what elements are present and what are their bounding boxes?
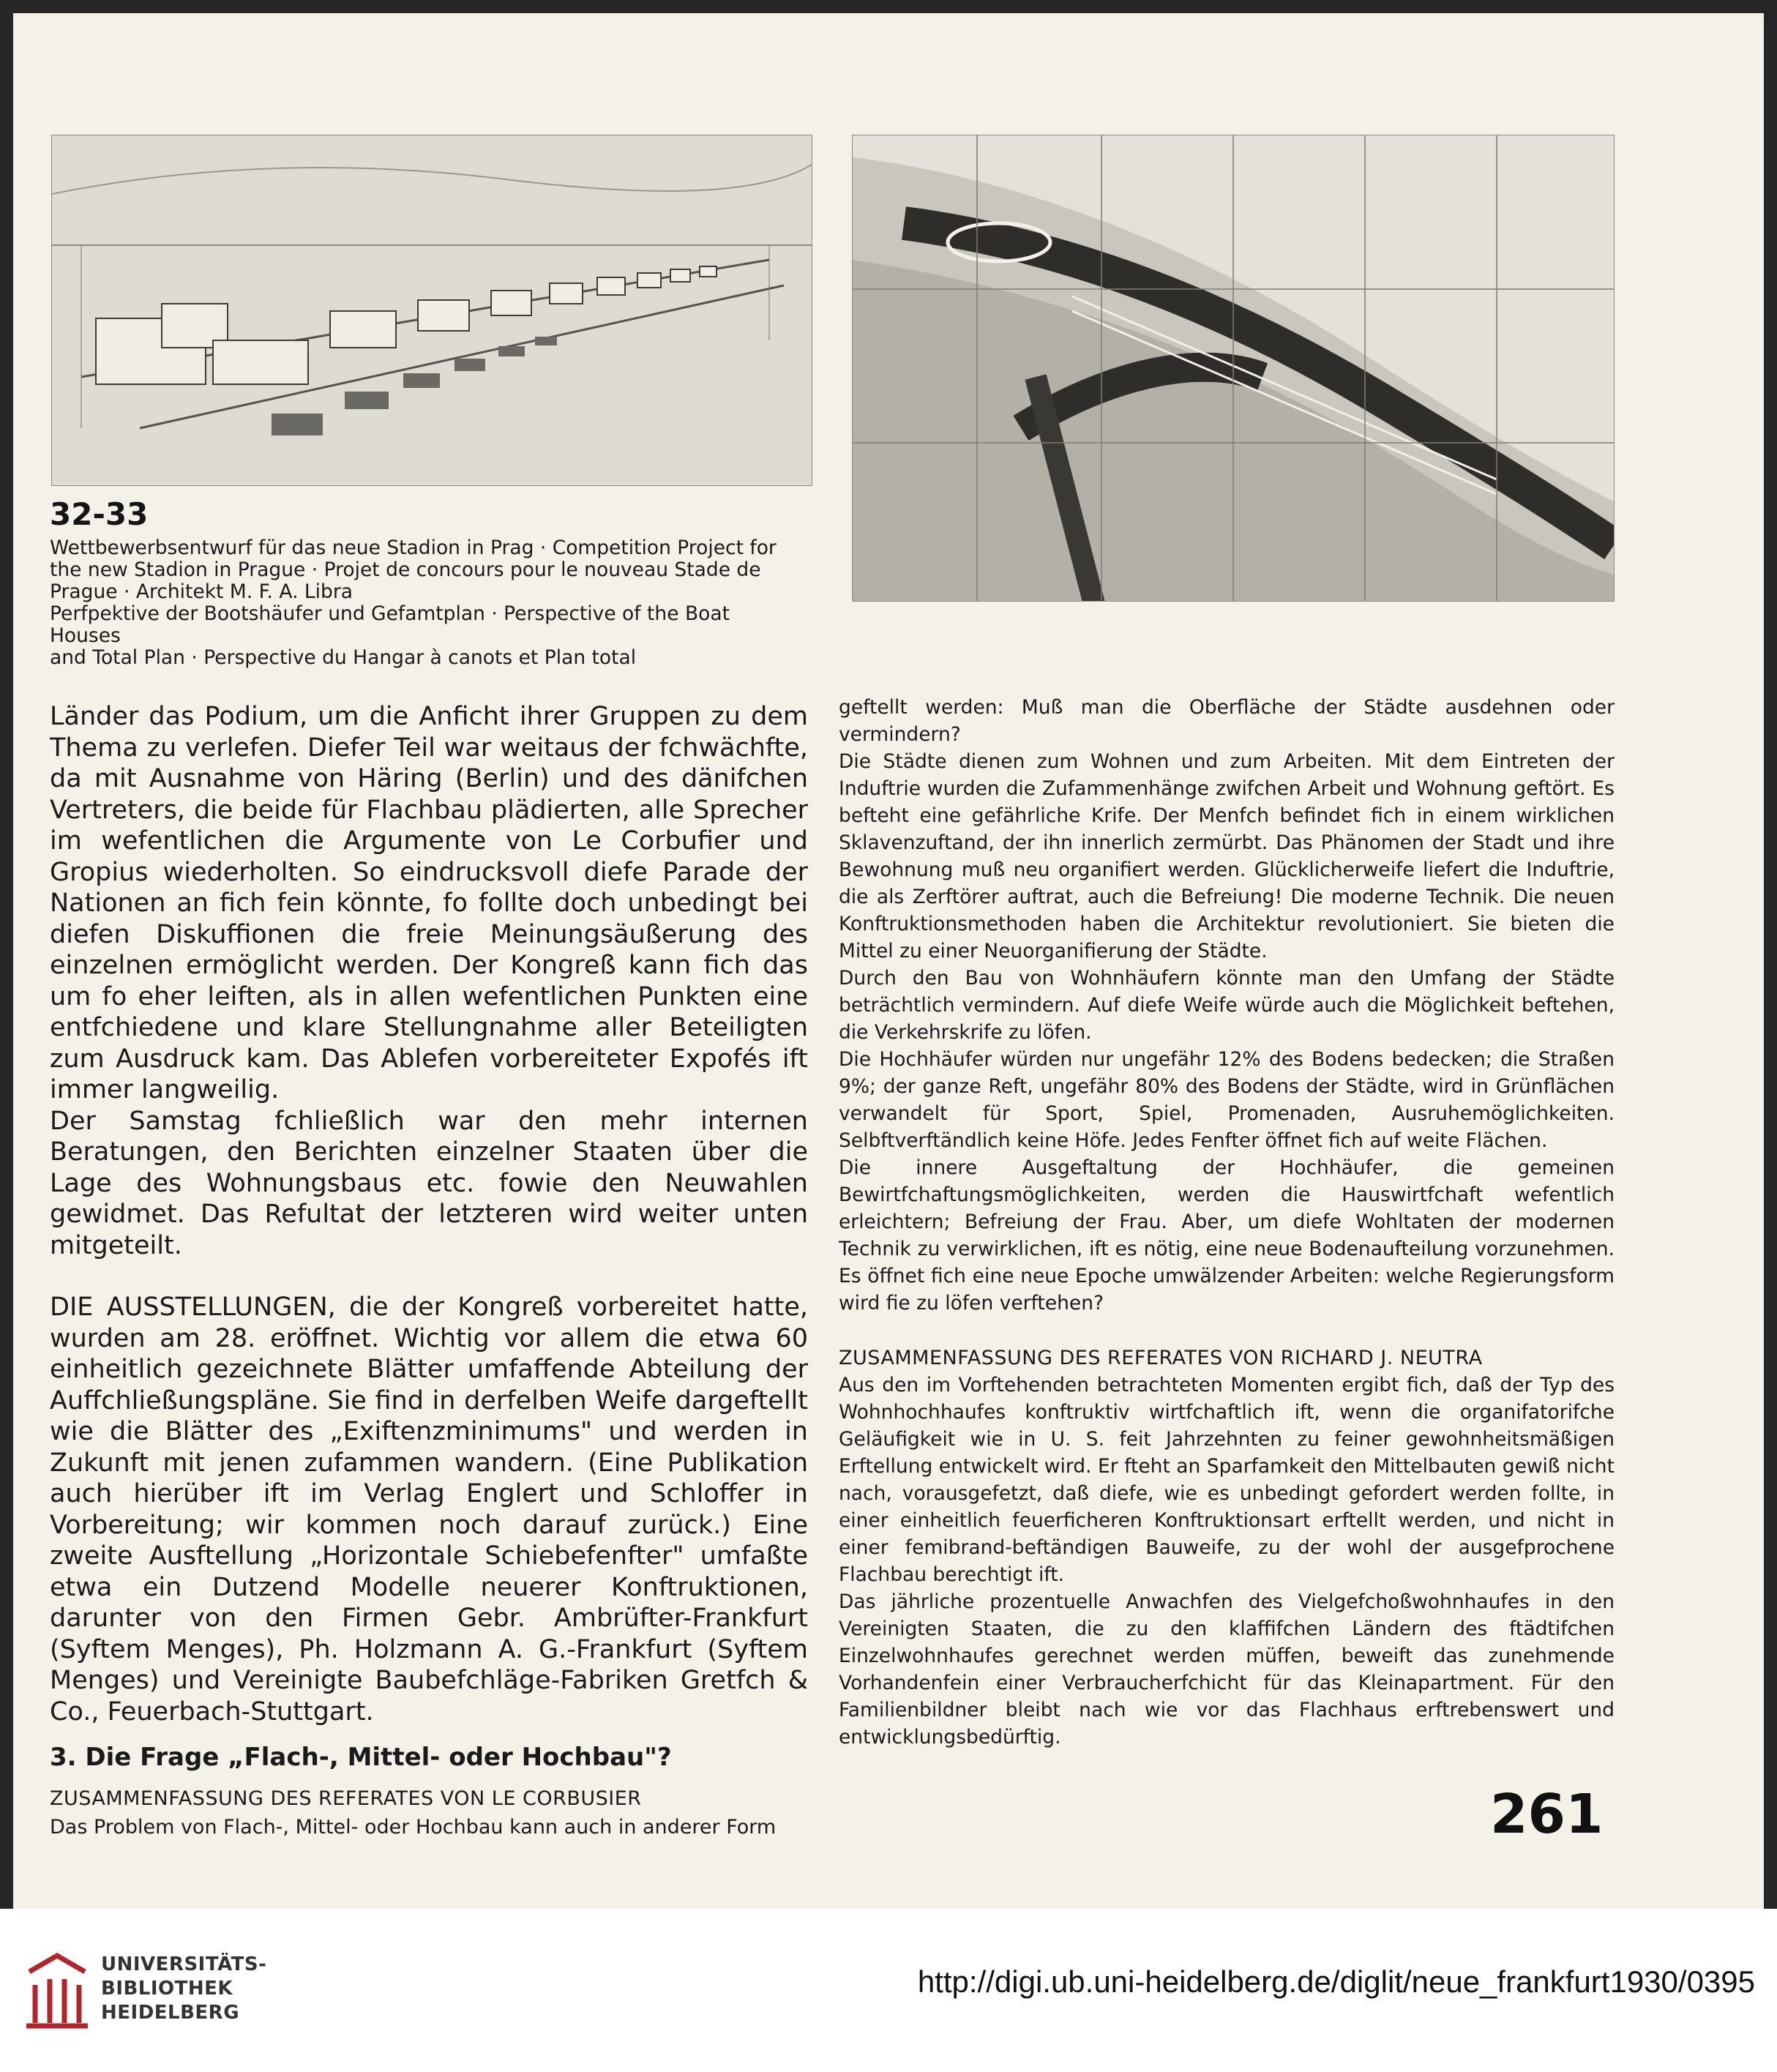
caption-line: Perfpektive der Bootshäufer und Gefamtplan · Perspective of the Boat Houses bbox=[50, 602, 730, 647]
body-paragraph: Das Problem von Flach-, Mittel- oder Hochbau kann auch in anderer Form bbox=[50, 1816, 777, 1839]
library-name-line: UNIVERSITÄTS- bbox=[101, 1953, 267, 1975]
caption-line: and Total Plan · Perspective du Hangar à canots et Plan total bbox=[50, 646, 637, 669]
magazine-page bbox=[13, 13, 1764, 1909]
body-paragraph: Die Städte dienen zum Wohnen und zum Arbeiten. Mit dem Eintreten der Induftrie wurden die Zufammenhänge zwifchen Arbeit und Wohnung geftört. Es befteht eine gefährliche Krife. Der Menfch befindet fich in einem wirklichen Sklavenzuftand, der ihn innerlich zermürbt. Das Phänomen der Stadt und ihre Bewohnung muß neu organifiert werden. Glücklicherweife liefert die Induftrie, die als Zerftörer auftrat, auch die Befreiung! Die moderne Technik. Die neuen Konftruktionsmethoden haben die Architektur revolutioniert. Sie bieten die Mittel zu einer Neuorganifierung der Städte. bbox=[839, 750, 1615, 962]
stadion-perspective-photo bbox=[51, 135, 812, 486]
body-paragraph: Aus den im Vorftehenden betrachteten Momenten ergibt fich, daß der Typ des Wohnhochhaufes konftruktiv wirtfchaftlich ift, wenn die organifatorifche Geläufigkeit wie in U. S. feit Jahrzehnten zu feiner gewohnheitsmäßigen Erftellung entwickelt wird. Er fteht an Sparfamkeit den Mittelbauten gewiß nicht nach, vorausgefetzt, daß diefe, wie es unbedingt gefordert werden follte, in einer einheitlich feuerficheren Konftruktionsart erftellt werden, und nicht in einer femibrand-beftändigen Bauweife, zu der wohl der ausgefprochene Flachbau berechtigt ift. bbox=[839, 1374, 1615, 1586]
digitization-footer bbox=[0, 1909, 1777, 2072]
left-text-column bbox=[50, 701, 808, 1840]
caption-line: Wettbewerbsentwurf für das neue Stadion in Prag · Competition Project for bbox=[50, 536, 777, 559]
body-paragraph: Das jährliche prozentuelle Anwachfen des Vielgefchoßwohnhaufes in den Vereinigten Staaten, die zu den klaffifchen Ländern des ftädtifchen Einzelwohnhaufes gerechnet werden müffen, beweift das zunehmende Vorhandenfein einer Verbraucherfchicht für das Kleinapartment. Für den Familienbildner bleibt nach wie vor das Flachhaus erftrebenswert und entwicklungsbedürftig. bbox=[839, 1590, 1615, 1749]
figure-caption bbox=[50, 537, 804, 669]
library-name bbox=[101, 1953, 266, 2025]
university-library-logo-icon bbox=[20, 1950, 94, 2030]
body-paragraph: geftellt werden: Muß man die Oberfläche der Städte ausdehnen oder vermindern? bbox=[839, 696, 1615, 746]
library-name-line: BIBLIOTHEK bbox=[101, 1978, 233, 2000]
body-paragraph: DIE AUSSTELLUNGEN, die der Kongreß vorbereitet hatte, wurden am 28. eröffnet. Wichtig vor allem die etwa 60 einheitlich gezeichnete Blätter umfaffende Abteilung der Auffchließungspläne. Sie find in derfelben Weife dargeftellt wie die Blätter des „Exiftenzminimums" und werden in Zukunft mit jenen zufammen wandern. (Eine Publikation auch hierüber ift im Verlag Englert und Schloffer in Vorbereitung; wir kommen noch darauf zurück.) Eine zweite Ausftellung „Horizontale Schiebefenfter" umfaßte etwa ein Dutzend Modelle neuerer Konftruktionen, darunter von den Firmen Gebr. Ambrüfter-Frankfurt (Syftem Menges), Ph. Holzmann A. G.-Frankfurt (Syftem Menges) und Vereinigte Baubefchläge-Fabriken Gretfch & Co., Feuerbach-Stuttgart. bbox=[50, 1293, 808, 1727]
body-paragraph: Durch den Bau von Wohnhäufern könnte man den Umfang der Städte beträchtlich vermindern. Auf diefe Weife würde auch die Möglichkeit beftehen, die Verkehrskrife zu löfen. bbox=[839, 967, 1615, 1044]
body-paragraph: Die innere Ausgeftaltung der Hochhäufer, die gemeinen Bewirtfchaftungsmöglichkeiten, werden die Hauswirtfchaft wefentlich erleichtern; Befreiung der Frau. Aber, um diefe Wohltaten der modernen Technik zu verwirklichen, ift es nötig, eine neue Bodenaufteilung vorzunehmen. Es öffnet fich eine neue Epoche umwälzender Arbeiten: welche Regierungsform wird fie zu löfen verftehen? bbox=[839, 1156, 1615, 1314]
figure-number: 32-33 bbox=[50, 496, 149, 532]
body-paragraph: Die Hochhäufer würden nur ungefähr 12% des Bodens bedecken; die Straßen 9%; der ganze Reft, ungefähr 80% des Bodens der Städte, wird in Grünflächen verwandelt für Sport, Spiel, Promenaden, Ausruhemöglichkeiten. Selbftverftändlich keine Höfe. Jedes Fenfter öffnet fich auf weite Flächen. bbox=[839, 1048, 1615, 1152]
caption-line: the new Stadion in Prague · Projet de concours pour le nouveau Stade de bbox=[50, 558, 761, 581]
page-number: 261 bbox=[1490, 1783, 1604, 1846]
sub-heading: ZUSAMMENFASSUNG DES REFERATES VON LE CORBUSIER bbox=[50, 1787, 642, 1810]
caption-line: Prague · Architekt M. F. A. Libra bbox=[50, 580, 353, 603]
source-url[interactable]: http://digi.ub.uni-heidelberg.de/diglit/neue_frankfurt1930/0395 bbox=[917, 1964, 1755, 1999]
section-heading: 3. Die Frage „Flach-, Mittel- oder Hochbau"? bbox=[50, 1743, 672, 1772]
paragraph-gap bbox=[839, 1317, 1615, 1344]
right-text-column bbox=[839, 694, 1615, 1751]
sub-heading: ZUSAMMENFASSUNG DES REFERATES VON RICHARD J. NEUTRA bbox=[839, 1347, 1483, 1369]
stadion-site-plan-photo bbox=[852, 135, 1615, 602]
body-paragraph: Länder das Podium, um die Anficht ihrer Gruppen zu dem Thema zu verlefen. Diefer Teil war weitaus der fchwächfte, da mit Ausnahme von Häring (Berlin) und des dänifchen Vertreters, die beide für Flachbau plädierten, alle Sprecher im wefentlichen die Argumente von Le Corbufier und Gropius wiederholten. So eindrucksvoll diefe Parade der Nationen an fich fein könnte, fo follte doch unbedingt bei diefen Diskuffionen die freie Meinungsäußerung des einzelnen ermöglicht werden. Der Kongreß kann fich das um fo eher leiften, als in allen wefentlichen Punkten eine entfchiedene und klare Stellungnahme aller Beteiligten zum Ausdruck kam. Das Ablefen vorbereiteter Expofés ift immer langweilig. bbox=[50, 702, 808, 1104]
body-paragraph: Der Samstag fchließlich war den mehr internen Beratungen, den Berichten einzelner Staaten über die Lage des Wohnungsbaus etc. fowie den Neuwahlen gewidmet. Das Refultat der letzteren wird weiter unten mitgeteilt. bbox=[50, 1106, 808, 1260]
library-name-line: HEIDELBERG bbox=[101, 2002, 240, 2024]
paragraph-gap bbox=[50, 1261, 808, 1292]
